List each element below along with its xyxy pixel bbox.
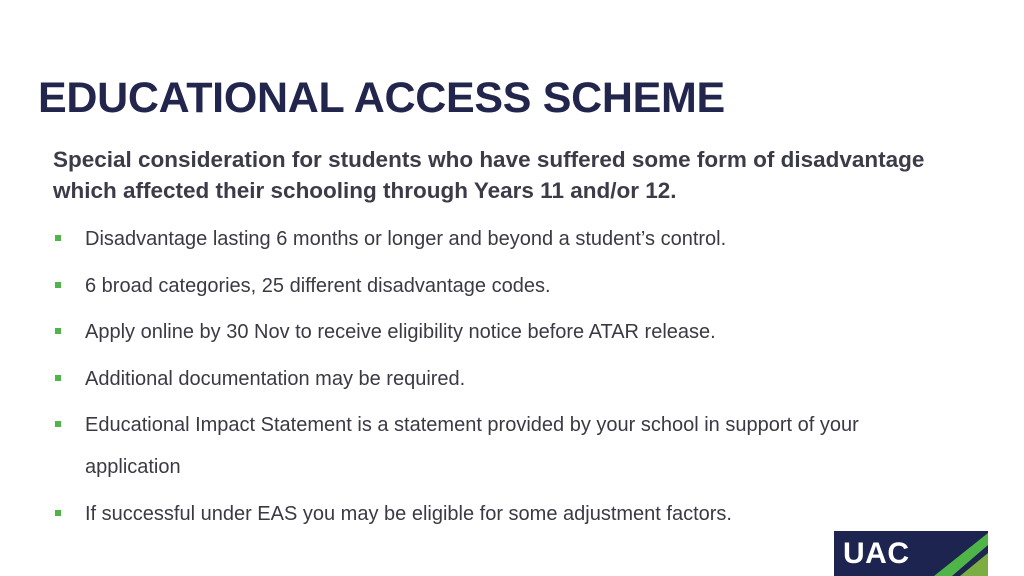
bullet-item [53,311,953,353]
square-bullet-icon [55,375,61,381]
square-bullet-icon [55,421,61,427]
bullet-item [53,404,953,488]
bullet-item [53,218,953,260]
square-bullet-icon [55,510,61,516]
bullet-item [53,493,953,535]
uac-logo [834,531,988,576]
logo-text: UAC [843,537,910,570]
bullet-text: Educational Impact Statement is a statement provided by your school in support of your application [85,414,859,478]
bullet-text: Additional documentation may be required. [85,367,466,390]
slide-title: EDUCATIONAL ACCESS SCHEME [38,74,725,122]
bullet-text: Apply online by 30 Nov to receive eligibility notice before ATAR release. [85,321,716,343]
bullet-text: 6 broad categories, 25 different disadvantage codes. [85,274,551,297]
bullet-text: If successful under EAS you may be eligible for some adjustment factors. [85,502,732,525]
bullet-item [53,358,953,400]
bullet-list [53,218,953,539]
bullet-text: Disadvantage lasting 6 months or longer and beyond a student’s control. [85,228,727,250]
bullet-item [53,265,953,307]
slide-subtitle: Special consideration for students who have suffered some form of disadvantage which affected their schooling through Years 11 and/or 12. [53,147,925,203]
square-bullet-icon [55,328,61,334]
square-bullet-icon [55,282,61,288]
square-bullet-icon [55,235,61,241]
